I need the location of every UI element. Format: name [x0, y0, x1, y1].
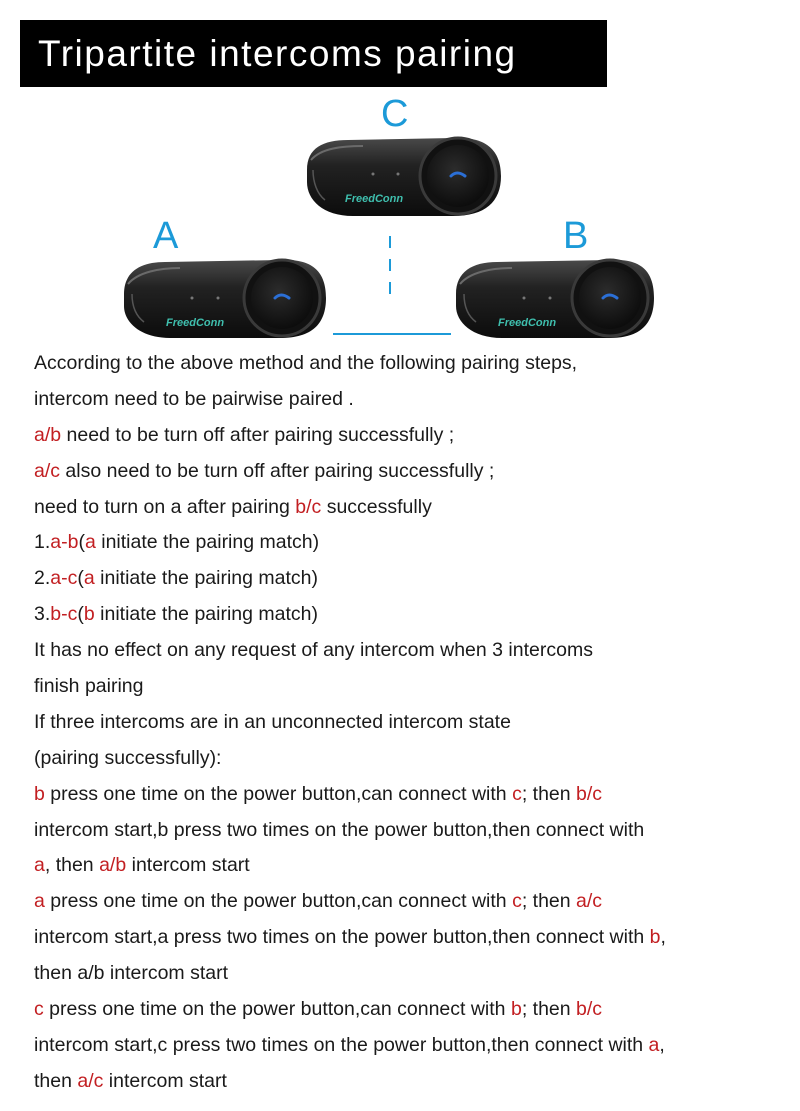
highlight-text: a/c [576, 890, 603, 913]
highlight-text: b-c [50, 603, 78, 626]
instruction-line [34, 382, 794, 418]
text-segment: press one time on the power button,can connect with [43, 998, 511, 1021]
text-segment: intercom start,a press two times on the power button,then connect with [34, 926, 650, 949]
instruction-line [34, 418, 794, 454]
text-segment: According to the above method and the following pairing steps, [34, 352, 578, 374]
highlight-text: a/b [99, 854, 127, 877]
text-segment: ( [78, 531, 85, 554]
page-title: Tripartite intercoms pairing [20, 20, 607, 87]
highlight-text: a [34, 890, 45, 913]
text-segment: initiate the pairing match) [95, 531, 320, 554]
text-segment: 1. [34, 531, 51, 554]
text-segment: need to be turn off after pairing successfully ; [61, 423, 455, 446]
instruction-line [34, 1064, 794, 1100]
highlight-text: b [34, 782, 45, 805]
highlight-text: b [510, 998, 522, 1021]
highlight-text: c [34, 998, 44, 1021]
connector-dash [389, 282, 391, 294]
highlight-text: a-c [50, 567, 78, 590]
instruction-line [34, 992, 794, 1028]
highlight-text: a [83, 567, 95, 590]
text-segment: intercom start,c press two times on the power button,then connect with [34, 1033, 649, 1056]
instruction-line [34, 956, 794, 992]
instruction-line [34, 561, 794, 597]
text-segment: successfully [321, 495, 432, 518]
instruction-line [34, 669, 794, 705]
text-segment: ; then [521, 890, 577, 913]
highlight-text: a [84, 531, 96, 554]
text-segment: initiate the pairing match) [94, 603, 318, 626]
text-segment: intercom start,b press two times on the power button,then connect with [34, 818, 645, 841]
intercom-device-a [120, 252, 330, 342]
instruction-line [34, 777, 794, 813]
highlight-text: a [648, 1033, 660, 1056]
instruction-line [34, 633, 794, 669]
intercom-device-c [303, 130, 503, 222]
highlight-text: a/b [34, 423, 62, 446]
text-segment: then a/b intercom start [34, 962, 229, 985]
instruction-line [34, 1028, 794, 1064]
text-segment: finish pairing [34, 675, 144, 698]
instruction-line [34, 454, 794, 490]
text-segment: intercom start [126, 854, 250, 877]
highlight-text: b [649, 926, 661, 949]
highlight-text: b/c [295, 495, 322, 518]
instruction-line [34, 848, 794, 884]
connector-dash [389, 236, 391, 248]
brand-logo-a: FreedConn [166, 317, 225, 329]
instruction-line [34, 490, 794, 526]
text-segment: 3. [34, 603, 51, 626]
highlight-text: c [512, 782, 522, 805]
label-b: B [563, 215, 589, 257]
text-segment: 2. [34, 567, 51, 590]
brand-logo-c: FreedConn [345, 193, 404, 205]
instruction-line [34, 597, 794, 633]
text-segment: ; then [521, 998, 577, 1021]
highlight-text: a/c [77, 1069, 104, 1092]
label-a: A [153, 215, 179, 257]
text-segment: , then [44, 854, 100, 877]
label-c: C [381, 93, 409, 135]
highlight-text: b [83, 603, 95, 626]
text-segment: press one time on the power button,can connect with [44, 890, 513, 913]
text-segment: If three intercoms are in an unconnected intercom state [34, 710, 511, 733]
text-segment: , [660, 926, 666, 949]
highlight-text: a-b [50, 531, 79, 554]
instruction-line [34, 346, 794, 382]
text-segment: also need to be turn off after pairing successfully ; [60, 459, 495, 482]
instruction-line [34, 813, 794, 849]
text-segment: press one time on the power button,can connect with [44, 782, 513, 805]
text-segment: ( [77, 567, 84, 590]
highlight-text: a/c [34, 459, 61, 482]
highlight-text: b/c [576, 998, 603, 1021]
highlight-text: c [512, 890, 522, 913]
instruction-line [34, 920, 794, 956]
text-segment: need to turn on a after pairing [34, 495, 296, 518]
text-segment: ; then [521, 782, 577, 805]
instruction-line [34, 884, 794, 920]
connector-line [333, 333, 451, 335]
text-segment: then [34, 1069, 78, 1092]
text-segment: (pairing successfully): [34, 746, 222, 769]
instruction-line [34, 525, 794, 561]
instruction-line [34, 705, 794, 741]
highlight-text: a [34, 854, 45, 877]
connector-dash [389, 259, 391, 271]
text-segment: initiate the pairing match) [94, 567, 318, 590]
instructions-text [34, 346, 794, 1100]
highlight-text: b/c [576, 782, 603, 805]
text-segment: It has no effect on any request of any intercom when 3 intercoms [34, 639, 593, 662]
brand-logo-b: FreedConn [498, 317, 557, 329]
text-segment: intercom start [103, 1069, 227, 1092]
instruction-line [34, 741, 794, 777]
text-segment: ( [77, 603, 84, 626]
intercom-device-b [452, 252, 657, 342]
text-segment: intercom need to be pairwise paired . [34, 387, 354, 410]
text-segment: , [659, 1033, 665, 1056]
